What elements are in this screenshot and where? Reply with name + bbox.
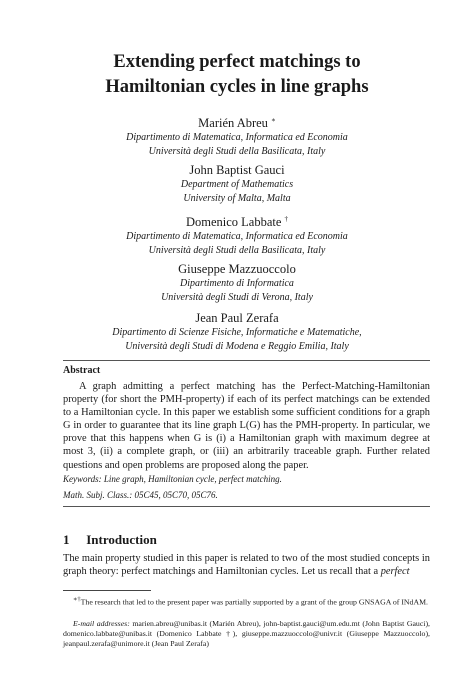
author-block-gauci (0, 162, 474, 205)
author-name: Giuseppe Mazzuoccolo (178, 262, 296, 276)
author-affiliation-line: Dipartimento di Matematica, Informatica ed Economia (126, 132, 348, 143)
author-affiliation-line: University of Malta, Malta (183, 192, 291, 204)
author-affiliation-line: Dipartimento di Scienze Fisiche, Informatiche e Matematiche, (112, 327, 362, 338)
section-title: Introduction (86, 532, 157, 547)
section-number: 1 (63, 532, 70, 547)
author-affiliation-line: Università degli Studi della Basilicata, Italy (148, 145, 326, 157)
author-affiliation-line: Dipartimento di Matematica, Informatica ed Economia (126, 231, 348, 242)
author-affiliation-line: Dipartimento di Informatica (180, 278, 294, 289)
author-block-zerafa (0, 310, 474, 353)
abstract-top-rule (63, 360, 430, 361)
author-mark: † (284, 215, 289, 223)
paper-title (0, 50, 474, 100)
footnote-funding-text: The research that led to the present paper was partially supported by a grant of the group GNSAGA of INdAM. (80, 597, 428, 607)
author-affiliation-line: Università degli Studi di Verona, Italy (161, 291, 313, 303)
author-affiliation-line: Department of Mathematics (180, 179, 294, 190)
section-heading (63, 532, 157, 548)
author-name: Marién Abreu (198, 116, 268, 130)
keywords: Keywords: Line graph, Hamiltonian cycle, perfect matching. (63, 474, 282, 484)
author-name: Domenico Labbate (185, 215, 282, 229)
introduction-italic-term: perfect (380, 566, 410, 578)
footnote-funding (63, 595, 430, 608)
author-block-mazzuoccolo (0, 261, 474, 304)
author-block-abreu (0, 112, 474, 158)
introduction-paragraph (63, 552, 430, 578)
author-name: John Baptist Gauci (189, 163, 285, 177)
author-block-labbate (0, 211, 474, 257)
author-name: Jean Paul Zerafa (195, 311, 279, 325)
math-subject-classification: Math. Subj. Class.: 05C45, 05C70, 05C76. (63, 490, 218, 500)
footnote-emails (63, 619, 430, 650)
author-affiliation-line: Università degli Studi di Modena e Reggio Emilia, Italy (125, 340, 349, 352)
abstract-bottom-rule (63, 506, 430, 507)
abstract-heading: Abstract (63, 365, 101, 376)
author-mark: ∗ (271, 116, 276, 124)
author-affiliation-line: Università degli Studi della Basilicata, Italy (148, 244, 326, 256)
footnote-email-label: E-mail addresses: (73, 619, 130, 628)
footnote-mark: ∗† (73, 596, 81, 603)
abstract-text: A graph admitting a perfect matching has the Perfect-Matching-Hamiltonian property (for short the PMH-property) if each of its perfect matchings can be extended to a Hamiltonian cycle. In this paper we establish some sufficient conditions for a graph G in order to guarantee that its line graph L(G) has the PMH-property. In particular, we prove that this happens when G is (i) a Hamiltonian graph with maximum degree at most 3, (ii) a complete graph, or (iii) an arbitrarily traceable graph. Further related questions and open problems are proposed along the paper. (63, 381, 430, 471)
paper-title-line-1: Extending perfect matchings to (113, 52, 361, 72)
abstract-body (63, 380, 430, 472)
paper-title-line-2: Hamiltonian cycles in line graphs (105, 77, 369, 97)
footnote-email-list: marien.abreu@unibas.it (Marién Abreu), john-baptist.gauci@um.edu.mt (John Baptist Gauci), domenico.labbate@unibas.it (Domenico Labbate †), giuseppe.mazzuoccolo@univr.it (Giuseppe Mazzuoccolo), jeanpaul.zerafa@unimore.it (Jean Paul Zerafa) (63, 619, 430, 649)
introduction-text: The main property studied in this paper is related to two of the most studied concepts in graph theory: perfect matchings and Hamiltonian cycles. Let us recall that a (63, 553, 430, 578)
footnote-rule (63, 590, 151, 591)
